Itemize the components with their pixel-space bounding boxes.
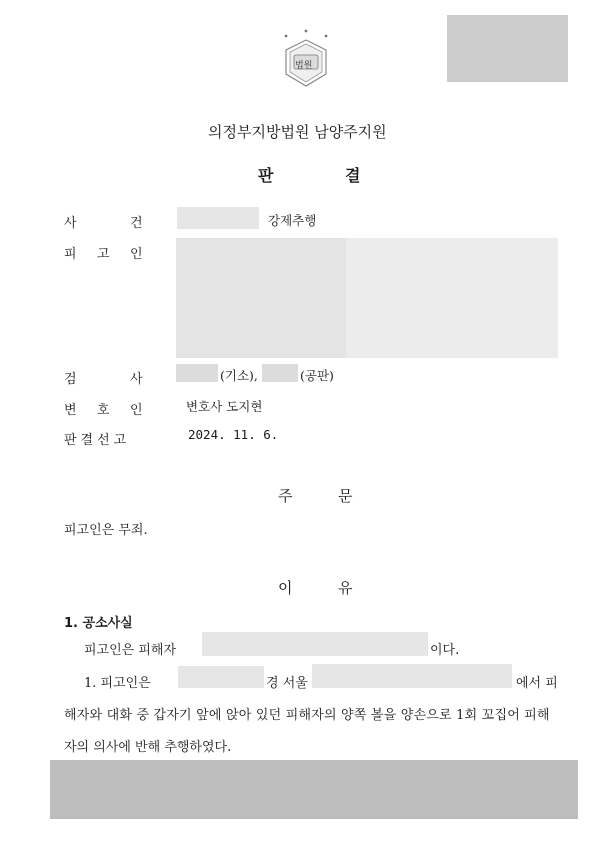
reasons-heading-char-1: 이	[278, 579, 293, 597]
paragraph-2-start: 1. 피고인은	[84, 676, 151, 691]
prosecutor-value-2: (공판)	[300, 368, 334, 383]
defendant-label-char-2: 고	[97, 247, 110, 262]
defendant-label-char-1: 피	[64, 247, 77, 262]
paragraph-1-start: 피고인은 피해자	[84, 643, 177, 658]
ruling-heading-char-2: 문	[338, 487, 353, 505]
seal-text: 법원	[295, 61, 313, 71]
doc-title-char-1: 판	[258, 166, 274, 185]
case-value: 강제추행	[268, 213, 317, 228]
redacted-defendant-info	[176, 238, 346, 358]
lawyer-value: 변호사 도지현	[186, 399, 263, 414]
redacted-case-number	[177, 207, 259, 229]
paragraph-2-line-3: 자의 의사에 반해 추행하였다.	[64, 740, 232, 755]
redacted-box-top-right	[447, 15, 568, 82]
paragraph-2-line-2: 해자와 대화 중 갑자기 앞에 앉아 있던 피해자의 양쪽 볼을 양손으로 1회 꼬집어 피해	[64, 708, 550, 723]
prosecutor-label-char-1: 검	[64, 372, 77, 387]
paragraph-2-middle: 경 서울	[266, 676, 308, 691]
prosecutor-value-1: (기소),	[220, 368, 258, 383]
lawyer-label-char-1: 변	[64, 403, 77, 418]
paragraph-1-end: 이다.	[430, 643, 460, 658]
ruling-heading-char-1: 주	[278, 487, 293, 505]
prosecutor-label-char-2: 사	[130, 372, 143, 387]
redacted-location	[312, 664, 512, 688]
verdict-date-label: 판결선고	[64, 433, 131, 448]
redacted-victim-info	[202, 632, 428, 656]
paragraph-2-end: 에서 피	[516, 676, 558, 691]
redacted-defendant-info-2	[346, 238, 558, 358]
redacted-prosecutor-1	[176, 364, 218, 382]
case-label-char-2: 건	[130, 216, 143, 231]
section-1-title: 1. 공소사실	[64, 616, 133, 631]
redacted-date	[178, 666, 264, 688]
case-label-char-1: 사	[64, 216, 77, 231]
reasons-heading-char-2: 유	[338, 579, 353, 597]
doc-title-char-2: 결	[345, 166, 361, 185]
court-name: 의정부지방법원 남양주지원	[208, 123, 387, 141]
redacted-prosecutor-2	[262, 364, 298, 382]
lawyer-label-char-3: 인	[130, 403, 143, 418]
ruling-text: 피고인은 무죄.	[64, 523, 148, 538]
redacted-bottom-block	[50, 760, 578, 819]
defendant-label-char-3: 인	[130, 247, 143, 262]
lawyer-label-char-2: 호	[97, 403, 110, 418]
verdict-date-value: 2024. 11. 6.	[188, 427, 279, 442]
